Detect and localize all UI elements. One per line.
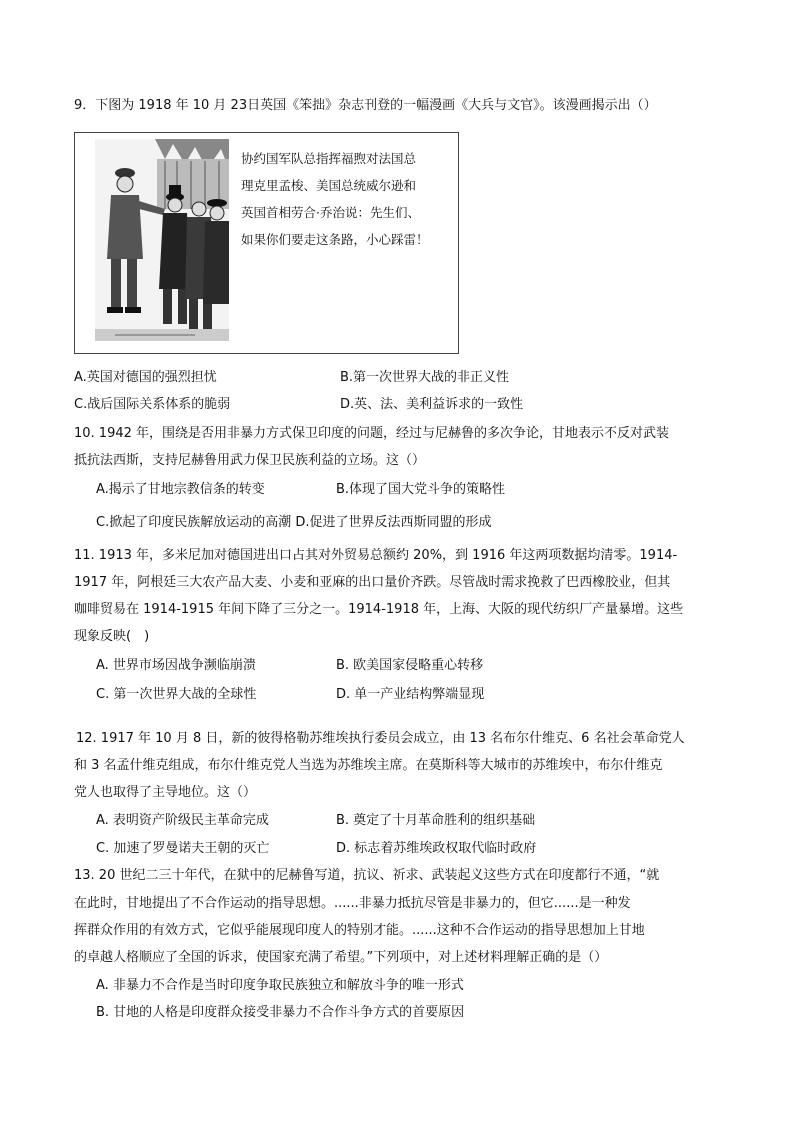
q13-stem-line: 的卓越人格顺应了全国的诉求，使国家充满了希望。”下列项中，对上述材料理解正确的是（） bbox=[74, 950, 608, 965]
q11-stem-line: 11. 1913 年，多米尼加对德国进出口占其对外贸易总额约 20%，到 1916 年这两项数据均清零。1914- bbox=[74, 548, 678, 563]
caption-line: 协约国军队总指挥福煦对法国总 bbox=[241, 151, 417, 166]
q13-option-a: A. 非暴力不合作是当时印度争取民族独立和解放斗争的唯一形式 bbox=[96, 978, 464, 993]
q12-option-d: D. 标志着苏维埃政权取代临时政府 bbox=[336, 841, 537, 856]
cartoon-illustration bbox=[95, 139, 229, 341]
q9-cartoon-figure bbox=[74, 132, 459, 354]
caption-line: 如果你们要走这条路，小心踩雷！ bbox=[241, 232, 429, 247]
q12-stem-line: 和 3 名孟什维克组成，布尔什维克党人当选为苏维埃主席。在莫斯科等大城市的苏维埃中，布尔什维克 bbox=[74, 758, 663, 773]
q11-stem-line: 咖啡贸易在 1914-1915 年间下降了三分之一。1914-1918 年，上海、大阪的现代纺织厂产量暴增。这些 bbox=[74, 602, 684, 617]
q13-stem-line: 在此时，甘地提出了不合作运动的指导思想。......非暴力抵抗尽管是非暴力的，但它......是一种发 bbox=[74, 896, 631, 911]
q11-option-d: D. 单一产业结构弊端显现 bbox=[336, 687, 485, 702]
q12-stem-line: 12. 1917 年 10 月 8 日，新的彼得格勒苏维埃执行委员会成立，由 13 名布尔什维克、6 名社会革命党人 bbox=[76, 731, 685, 746]
q10-stem-line: 抵抗法西斯，支持尼赫鲁用武力保卫民族利益的立场。这（） bbox=[74, 453, 426, 468]
q9-option-d: D.英、法、美利益诉求的一致性 bbox=[340, 397, 524, 412]
q11-stem-line: 现象反映( ) bbox=[74, 629, 150, 644]
q10-option-a: A.揭示了甘地宗教信条的转变 bbox=[96, 482, 265, 497]
q11-option-a: A. 世界市场因战争濒临崩溃 bbox=[96, 658, 256, 673]
q9-stem: 9．下图为 1918 年 10 月 23日英国《笨拙》杂志刊登的一幅漫画《大兵与文官》。该漫画揭示出（） bbox=[74, 98, 657, 113]
q12-option-a: A. 表明资产阶级民主革命完成 bbox=[96, 813, 269, 828]
q13-stem-line: 13. 20 世纪二三十年代，在狱中的尼赫鲁写道，抗议、祈求、武装起义这些方式在印度都行不通，“就 bbox=[74, 868, 660, 883]
q9-option-c: C.战后国际关系体系的脆弱 bbox=[74, 397, 231, 412]
q11-option-c: C. 第一次世界大战的全球性 bbox=[96, 687, 257, 702]
q11-stem-line: 1917 年，阿根廷三大农产品大麦、小麦和亚麻的出口量价齐跌。尽管战时需求挽救了巴西橡胶业，但其 bbox=[74, 575, 671, 590]
q9-option-a: A.英国对德国的强烈担忧 bbox=[74, 370, 217, 385]
q12-option-c: C. 加速了罗曼诺夫王朝的灭亡 bbox=[96, 841, 270, 856]
q10-option-b: B.体现了国大党斗争的策略性 bbox=[336, 482, 506, 497]
q10-stem-line: 10. 1942 年，围绕是否用非暴力方式保卫印度的问题，经过与尼赫鲁的多次争论，甘地表示不反对武装 bbox=[74, 426, 670, 441]
q10-option-cd: C.掀起了印度民族解放运动的高潮 D.促进了世界反法西斯同盟的形成 bbox=[96, 515, 492, 530]
cartoon-caption bbox=[241, 145, 455, 253]
q12-option-b: B. 奠定了十月革命胜利的组织基础 bbox=[336, 813, 536, 828]
caption-line: 英国首相劳合·乔治说：先生们、 bbox=[241, 205, 420, 220]
q13-stem-line: 挥群众作用的有效方式，它似乎能展现印度人的特别才能。......这种不合作运动的指导思想加上甘地 bbox=[74, 923, 645, 938]
q9-option-b: B.第一次世界大战的非正义性 bbox=[340, 370, 510, 385]
q13-option-b: B. 甘地的人格是印度群众接受非暴力不合作斗争方式的首要原因 bbox=[96, 1005, 465, 1020]
caption-line: 理克里孟梭、美国总统威尔逊和 bbox=[241, 178, 417, 193]
q11-option-b: B. 欧美国家侵略重心转移 bbox=[336, 658, 484, 673]
q12-stem-line: 党人也取得了主导地位。这（） bbox=[74, 785, 257, 800]
